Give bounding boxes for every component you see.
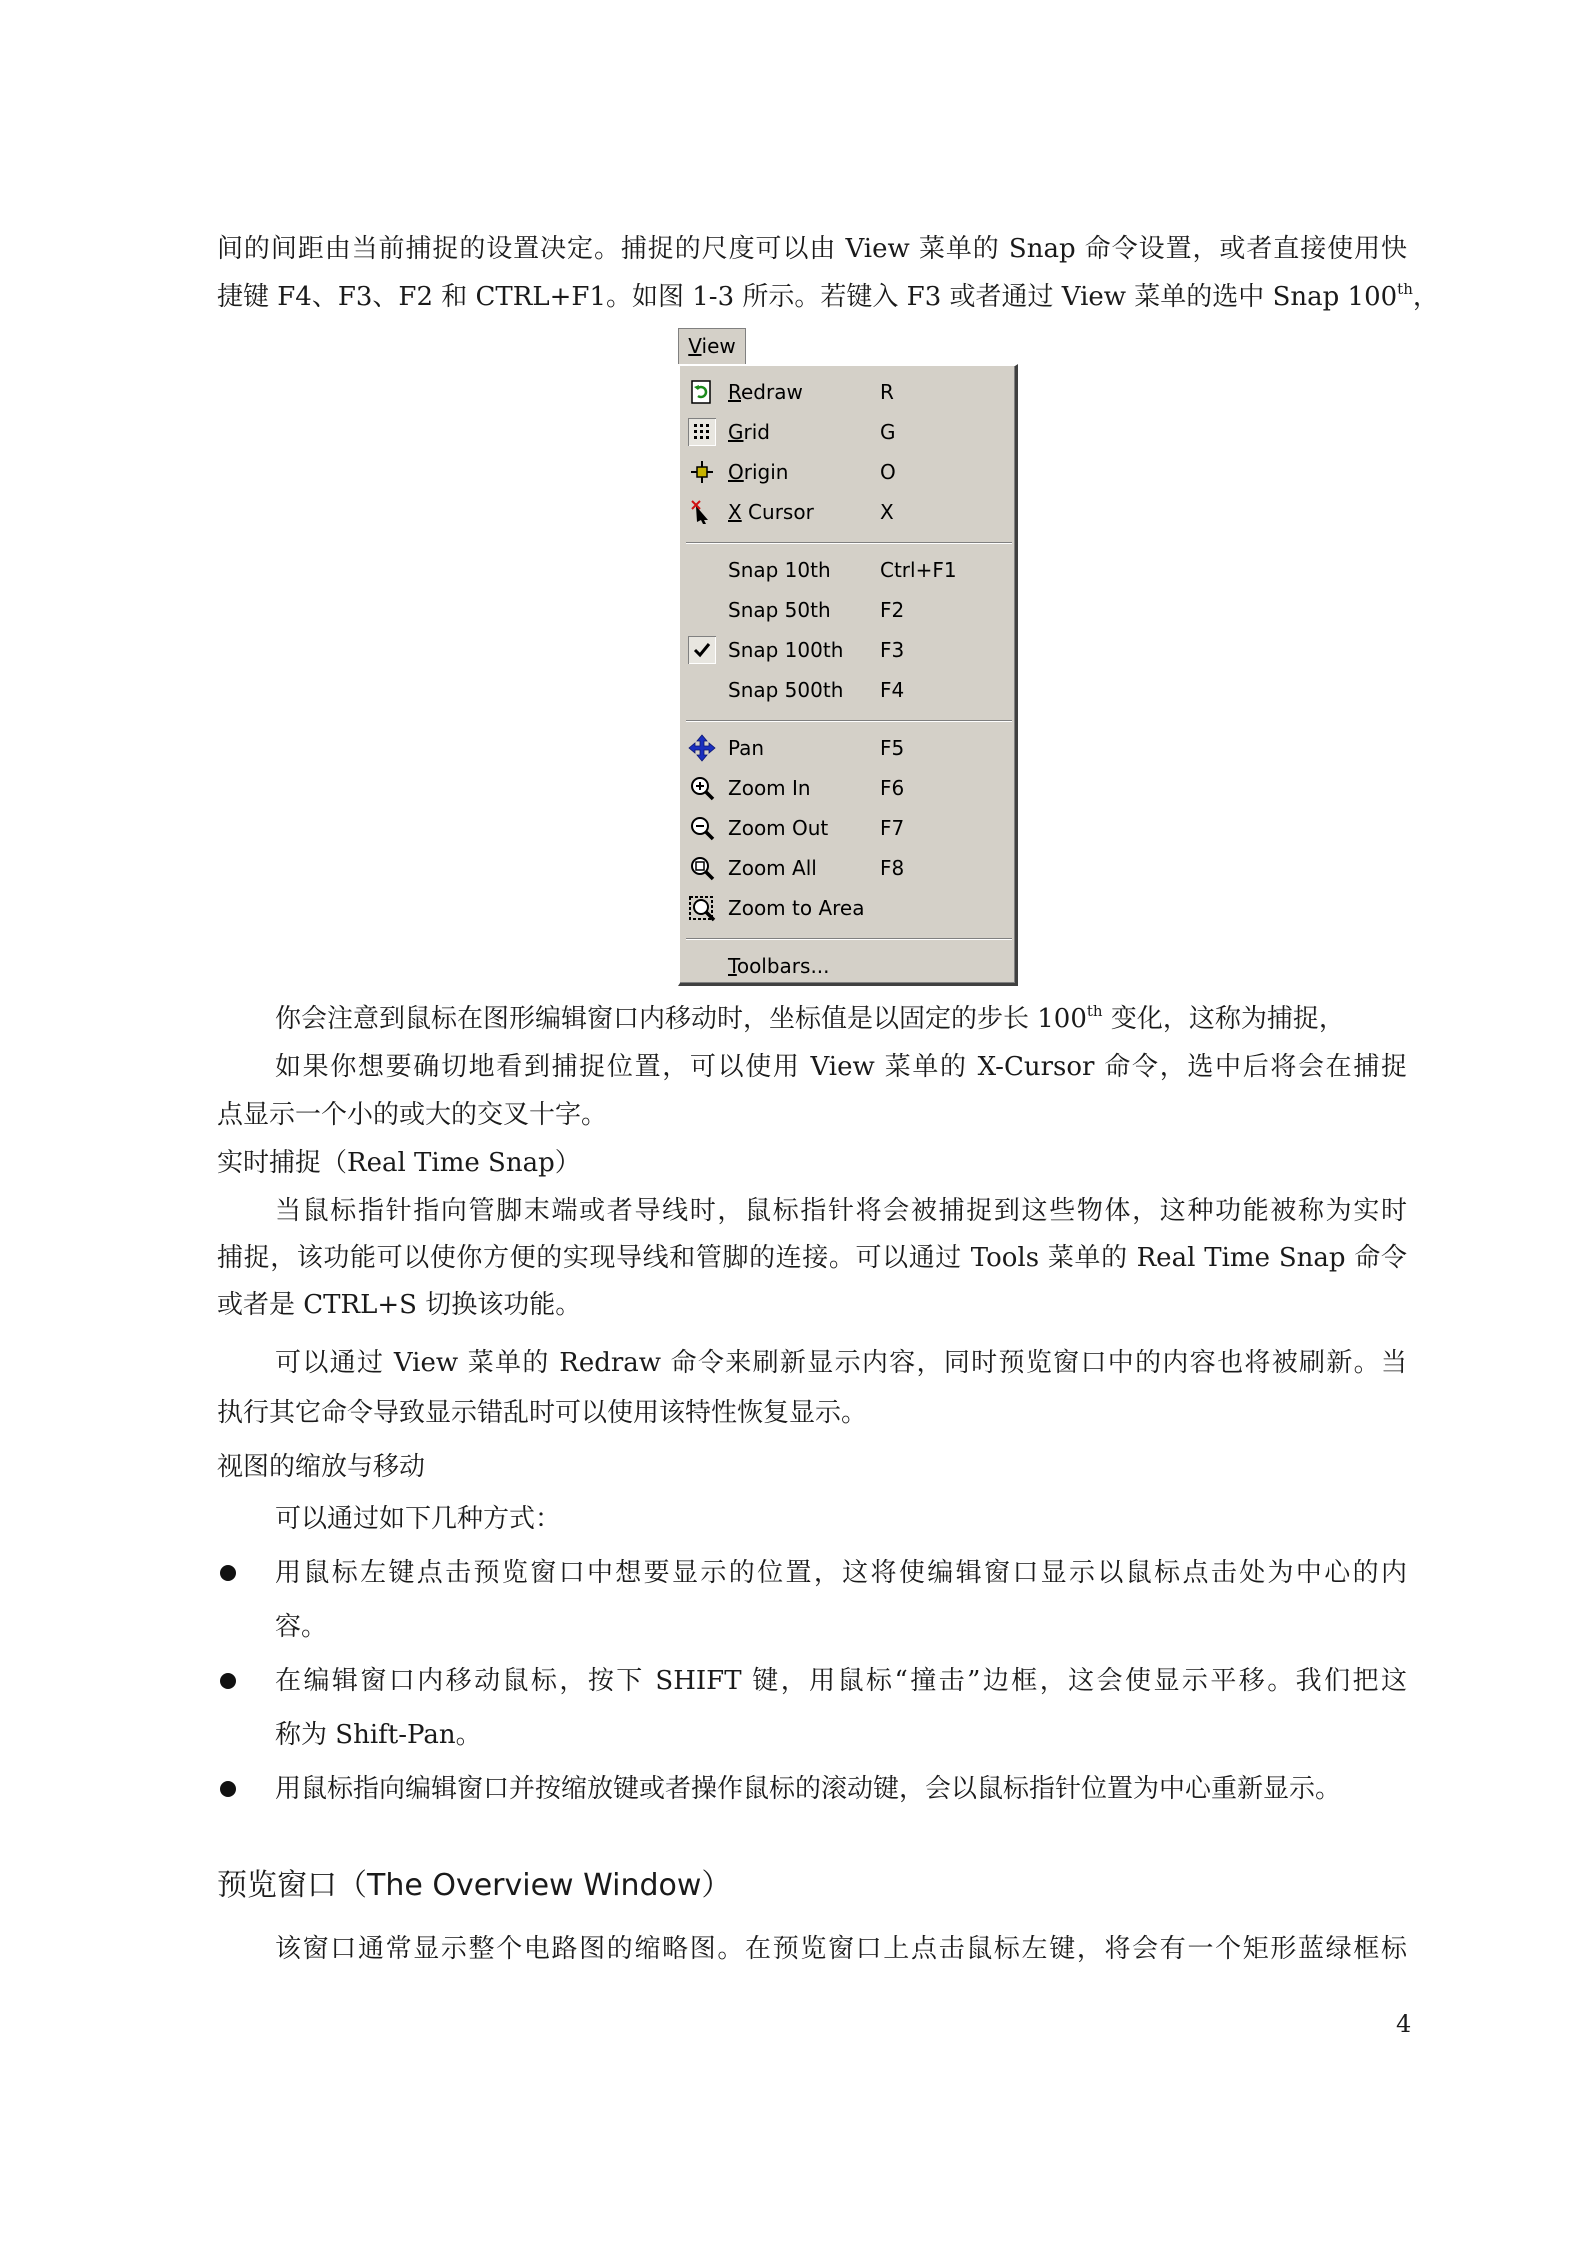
menu-item-zoom-all[interactable]: Zoom All F8: [684, 848, 1014, 888]
paragraph-line: 或者是 CTRL+S 切换该功能。: [217, 1290, 582, 1320]
zoom-out-icon: [688, 814, 716, 842]
menu-separator: [686, 542, 1012, 544]
section-subheading: 视图的缩放与移动: [217, 1452, 426, 1482]
list-item: 称为 Shift-Pan。: [275, 1720, 482, 1750]
menu-item-grid[interactable]: Grid G: [684, 412, 1014, 452]
paragraph-line: 你会注意到鼠标在图形编辑窗口内移动时，坐标值是以固定的步长 100th 变化，这称为捕捉，: [275, 1002, 1345, 1034]
paragraph-line: 捕捉，该功能可以使你方便的实现导线和管脚的连接。可以通过 Tools 菜单的 Real Time Snap 命令: [217, 1243, 1407, 1273]
x-cursor-icon: [688, 498, 716, 526]
list-item: 用鼠标指向编辑窗口并按缩放键或者操作鼠标的滚动键，会以鼠标指针位置为中心重新显示。: [275, 1774, 1342, 1804]
zoom-area-icon: [688, 894, 716, 922]
paragraph-line: 执行其它命令导致显示错乱时可以使用该特性恢复显示。: [217, 1398, 868, 1428]
origin-icon: [688, 458, 716, 486]
page-number: 4: [1396, 2010, 1412, 2038]
paragraph-line: 间的间距由当前捕捉的设置决定。捕捉的尺度可以由 View 菜单的 Snap 命令设置，或者直接使用快: [217, 234, 1407, 264]
menu-item-toolbars[interactable]: Toolbars...: [728, 954, 830, 978]
menu-item-snap-500th[interactable]: Snap 500th F4: [728, 678, 905, 702]
list-item: 容。: [275, 1612, 328, 1642]
zoom-all-icon: [688, 854, 716, 882]
paragraph-line: 可以通过 View 菜单的 Redraw 命令来刷新显示内容，同时预览窗口中的内容也将被刷新。当: [275, 1348, 1407, 1378]
menu-item-zoom-out[interactable]: Zoom Out F7: [684, 808, 1014, 848]
zoom-in-icon: [688, 774, 716, 802]
paragraph-line: 可以通过如下几种方式：: [275, 1504, 562, 1534]
menu-item-pan[interactable]: Pan F5: [684, 728, 1014, 768]
paragraph-line: 点显示一个小的或大的交叉十字。: [217, 1100, 608, 1130]
menu-item-redraw[interactable]: Redraw R: [684, 372, 1014, 412]
paragraph-line: 如果你想要确切地看到捕捉位置，可以使用 View 菜单的 X-Cursor 命令，选中后将会在捕捉: [275, 1052, 1407, 1082]
view-menu-title[interactable]: View: [678, 328, 746, 364]
section-heading: 预览窗口（The Overview Window）: [217, 1868, 732, 1903]
menu-item-snap-100th[interactable]: Snap 100th F3: [684, 630, 1014, 670]
menu-item-zoom-in[interactable]: Zoom In F6: [684, 768, 1014, 808]
redraw-icon: [688, 378, 716, 406]
list-item: 在编辑窗口内移动鼠标，按下 SHIFT 键，用鼠标“撞击”边框，这会使显示平移。我们把这: [275, 1666, 1407, 1696]
menu-item-snap-50th[interactable]: Snap 50th F2: [728, 598, 905, 622]
bullet-icon: [220, 1673, 236, 1689]
menu-item-x-cursor[interactable]: X Cursor X: [684, 492, 1014, 532]
list-item: 用鼠标左键点击预览窗口中想要显示的位置，这将使编辑窗口显示以鼠标点击处为中心的内: [275, 1558, 1407, 1588]
view-menu-figure: [678, 328, 1018, 986]
section-subheading: 实时捕捉（Real Time Snap）: [217, 1148, 581, 1178]
bullet-icon: [220, 1565, 236, 1581]
menu-item-zoom-to-area[interactable]: Zoom to Area: [684, 888, 1014, 928]
paragraph-line: 当鼠标指针指向管脚末端或者导线时，鼠标指针将会被捕捉到这些物体，这种功能被称为实时: [275, 1196, 1407, 1226]
menu-separator: [686, 938, 1012, 940]
paragraph-line: 该窗口通常显示整个电路图的缩略图。在预览窗口上点击鼠标左键，将会有一个矩形蓝绿框标: [275, 1934, 1407, 1964]
pan-icon: [688, 734, 716, 762]
menu-separator: [686, 720, 1012, 722]
checkmark-icon: [688, 636, 716, 664]
view-menu-panel: [678, 364, 1018, 986]
grid-icon: [688, 418, 716, 446]
bullet-icon: [220, 1781, 236, 1797]
paragraph-line: 捷键 F4、F3、F2 和 CTRL+F1。如图 1-3 所示。若键入 F3 或者通过 View 菜单的选中 Snap 100th，: [217, 280, 1439, 312]
menu-item-snap-10th[interactable]: Snap 10th Ctrl+F1: [728, 558, 957, 582]
menu-item-origin[interactable]: Origin O: [684, 452, 1014, 492]
